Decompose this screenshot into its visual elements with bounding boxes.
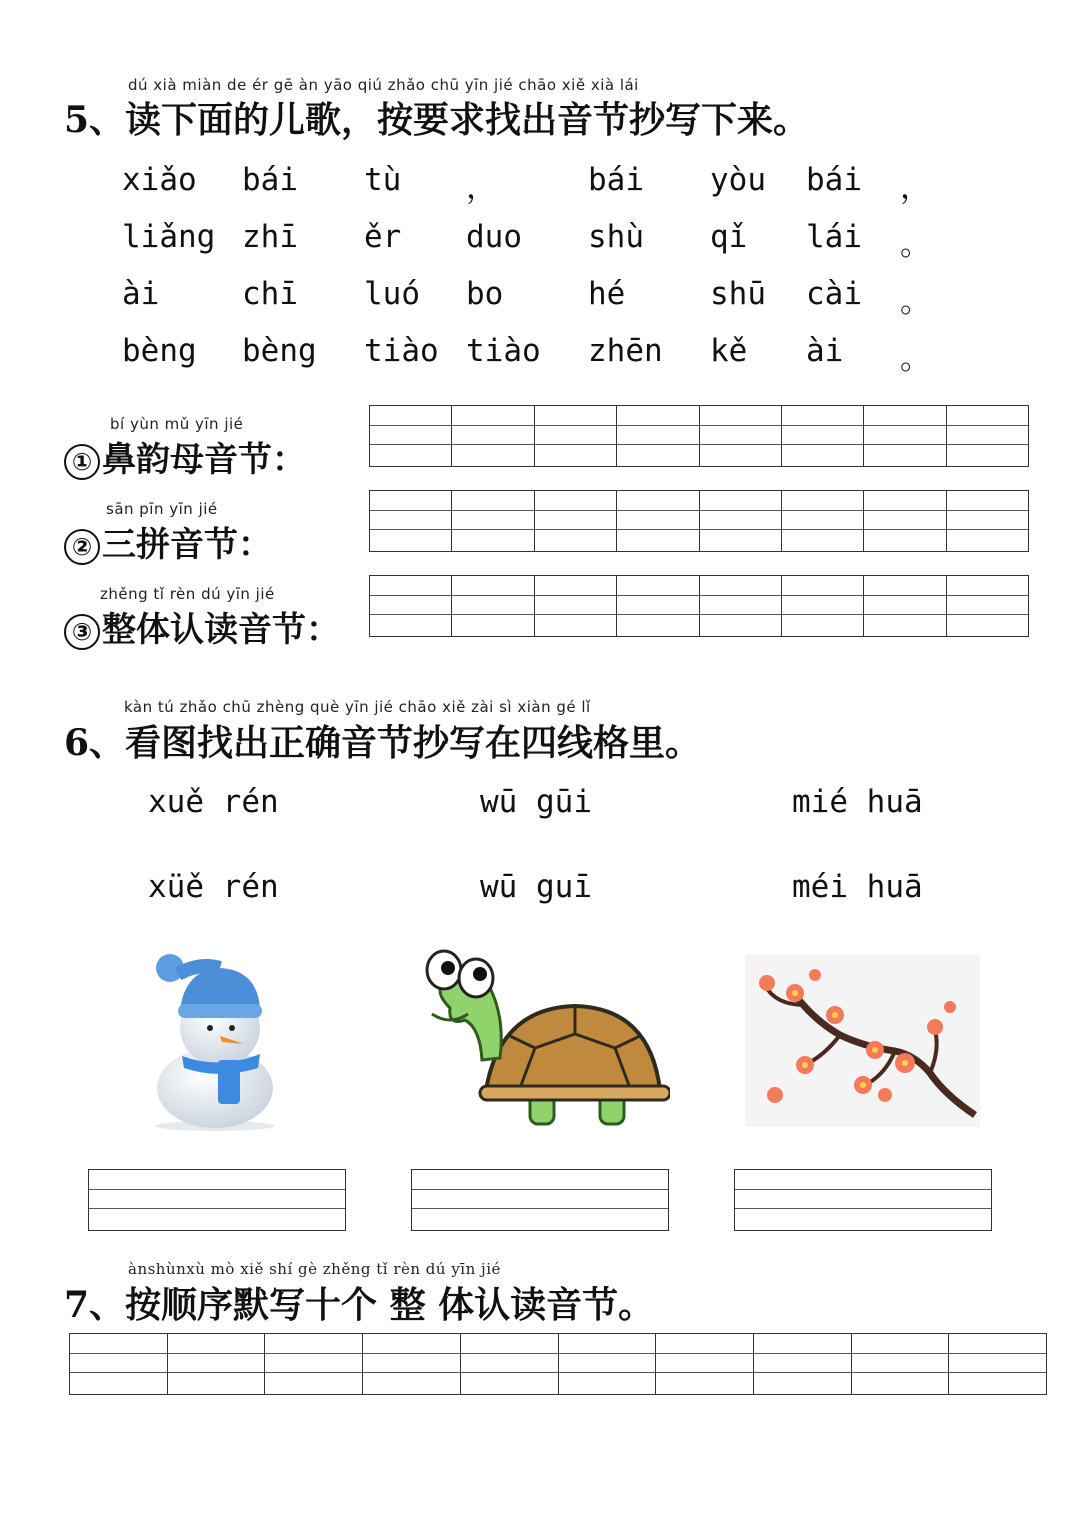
poem-syllable: bái [588, 162, 644, 198]
sub1-label [64, 432, 306, 481]
poem-syllable: kě [710, 333, 748, 369]
poem-syllable: bái [806, 162, 862, 198]
poem-syllable: ， [900, 170, 931, 206]
poem-syllable: zhēn [588, 333, 663, 369]
q6-title: 6、看图找出正确音节抄写在四线格里。 [64, 722, 702, 764]
poem-syllable: lái [806, 219, 862, 255]
plum-blossom-image [745, 955, 980, 1127]
poem-syllable: ， [466, 170, 497, 206]
sub2-label [64, 517, 272, 566]
poem-syllable: 。 [900, 341, 931, 377]
poem-syllable: bái [242, 162, 298, 198]
poem-syllable: bèng [242, 333, 317, 369]
poem-syllable: bèng [122, 333, 197, 369]
sub1-number: ① [64, 444, 100, 480]
poem-syllable: bo [466, 276, 504, 312]
poem-syllable: tiào [466, 333, 541, 369]
turtle-answer-grid[interactable] [411, 1169, 669, 1231]
sub3-number: ③ [64, 614, 100, 650]
sub1-writing-grid[interactable] [369, 405, 1029, 467]
sub1-pinyin: bí yùn mǔ yīn jié [110, 415, 244, 433]
poem-syllable: shù [588, 219, 644, 255]
poem-syllable: shū [710, 276, 766, 312]
q5-pinyin: dú xià miàn de ér gē àn yāo qiú zhǎo chū yīn jié chāo xiě xià lái [128, 76, 639, 94]
choice-3a: mié huā [792, 784, 923, 820]
q7-pinyin: ànshùnxù mò xiě shí gè zhěng tǐ rèn dú yīn jié [128, 1260, 501, 1278]
poem-syllable: ěr [364, 219, 402, 255]
q6-pinyin: kàn tú zhǎo chū zhèng què yīn jié chāo xiě zài sì xiàn gé lǐ [124, 698, 591, 716]
poem-syllable: duo [466, 219, 522, 255]
choice-3b: méi huā [792, 869, 923, 905]
plum-answer-grid[interactable] [734, 1169, 992, 1231]
poem-syllable: tù [364, 162, 402, 198]
q5-title: 5、读下面的儿歌，按要求找出音节抄写下来。 [64, 99, 810, 141]
poem-syllable: qǐ [710, 219, 748, 255]
poem-syllable: 。 [900, 227, 931, 263]
sub2-number: ② [64, 529, 100, 565]
turtle-image [410, 948, 670, 1133]
poem-syllable: xiǎo [122, 162, 197, 198]
poem-syllable: cài [806, 276, 862, 312]
sub2-pinyin: sān pīn yīn jié [106, 500, 218, 518]
poem-syllable: chī [242, 276, 298, 312]
choice-1a: xuě rén [148, 784, 279, 820]
snowman-answer-grid[interactable] [88, 1169, 346, 1231]
sub3-text: 整体认读音节： [102, 610, 340, 650]
choice-2a: wū gūi [480, 784, 592, 820]
sub2-writing-grid[interactable] [369, 490, 1029, 552]
poem-syllable: zhī [242, 219, 298, 255]
poem-syllable: ài [806, 333, 844, 369]
snowman-image [140, 948, 300, 1133]
poem-syllable: liǎng [122, 219, 216, 255]
poem-syllable: yòu [710, 162, 766, 198]
sub3-pinyin: zhěng tǐ rèn dú yīn jié [100, 585, 275, 603]
q7-title: 7、按顺序默写十个 整 体认读音节。 [64, 1284, 655, 1326]
poem-syllable: hé [588, 276, 626, 312]
q7-writing-grid[interactable] [69, 1333, 1047, 1395]
choice-2b: wū guī [480, 869, 592, 905]
poem-syllable: ài [122, 276, 160, 312]
poem-syllable: luó [364, 276, 420, 312]
sub2-text: 三拼音节： [102, 525, 272, 565]
poem-syllable: 。 [900, 284, 931, 320]
poem-syllable: tiào [364, 333, 439, 369]
choice-1b: xüě rén [148, 869, 279, 905]
sub1-text: 鼻韵母音节： [102, 440, 306, 480]
sub3-label [64, 602, 340, 651]
sub3-writing-grid[interactable] [369, 575, 1029, 637]
